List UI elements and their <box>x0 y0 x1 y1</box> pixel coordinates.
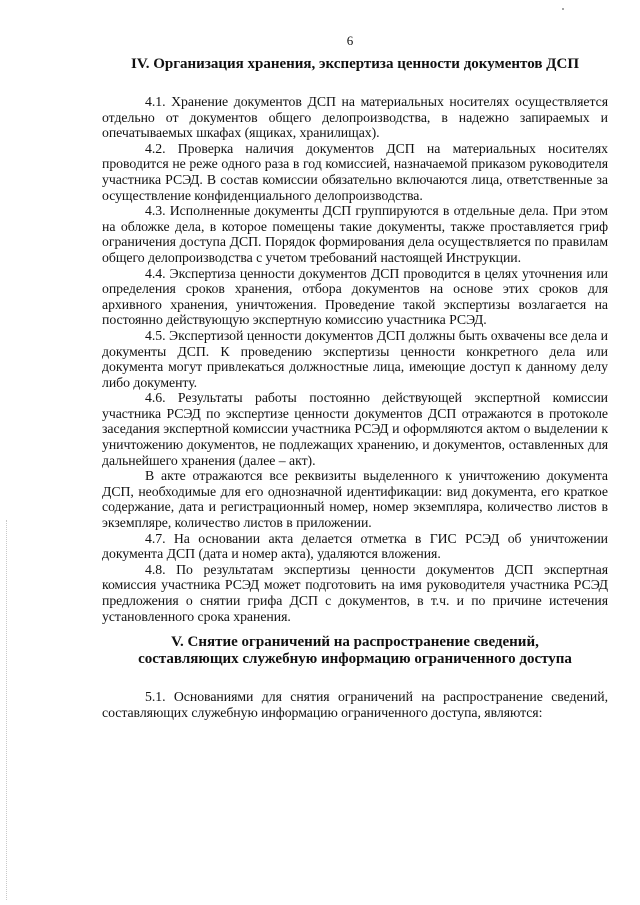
page-number: 6 <box>346 33 354 48</box>
paragraph-4-6: 4.6. Результаты работы постоянно действующей экспертной комиссии участника РСЭД по экспертизе ценности документов ДСП отражаются в протоколе заседания экспертной комиссии участника РСЭД и оформляются актом о выделении к уничтожению документов, не подлежащих хранению, и документов, оставленных для дальнейшего хранения (далее – акт). <box>102 390 608 468</box>
paragraph-4-4: 4.4. Экспертиза ценности документов ДСП проводится в целях уточнения или определения сроков хранения, отбора документов на основе этих сроков для архивного хранения, уничтожения. Проведение такой экспертизы возлагается на постоянно действующую экспертную комиссию участника РСЭД. <box>102 265 608 328</box>
section-4-title: IV. Организация хранения, экспертиза ценности документов ДСП <box>130 56 579 72</box>
paragraph-4-6-act: В акте отражаются все реквизиты выделенного к уничтожению документа ДСП, необходимые для его однозначной идентификации: вид документа, его краткое содержание, дата и регистрационный номер, номер экземпляра, количество листов в экземпляре, количество листов в приложении. <box>102 468 608 531</box>
paragraph-4-5: 4.5. Экспертизой ценности документов ДСП должны быть охвачены все дела и документы ДСП. К проведению экспертизы ценности конкретного дела или документа могут привлекаться должностные лица, имеющие доступ к данному делу либо документу. <box>102 327 608 390</box>
paragraph-4-8: 4.8. По результатам экспертизы ценности документов ДСП экспертная комиссия участника РСЭД может подготовить на имя руководителя участника РСЭД предложения о снятии грифа ДСП с документов, в т.ч. и по причине истечения установленного срока хранения. <box>102 561 608 624</box>
paragraph-4-3: 4.3. Исполненные документы ДСП группируются в отдельные дела. При этом на обложке дела, в которое помещены такие документы, также проставляется гриф ограничения доступа ДСП. Порядок формирования дела осуществляется по правилам общего делопроизводства с учетом требований настоящей Инструкции. <box>102 203 608 265</box>
paragraph-4-1: 4.1. Хранение документов ДСП на материальных носителях осуществляется отдельно от документов общего делопроизводства, в надежно запираемых и опечатываемых шкафах (ящиках, хранилищах). <box>102 94 608 141</box>
section-5-title-line-2: составляющих служебную информацию ограниченного доступа <box>138 651 572 668</box>
scan-speck <box>562 8 564 10</box>
section-5-title-line-1: V. Снятие ограничений на распространение сведений, <box>171 634 539 651</box>
section-5-title <box>102 634 608 668</box>
paragraph-4-7: 4.7. На основании акта делается отметка в ГИС РСЭД об уничтожении документа ДСП (дата и номер акта), удаляются вложения. <box>102 530 608 562</box>
binding-margin-marks <box>6 520 9 900</box>
paragraph-5-1: 5.1. Основаниями для снятия ограничений на распространение сведений, составляющих служебную информацию ограниченного доступа, являются: <box>102 689 608 720</box>
document-body <box>102 56 608 720</box>
paragraph-4-2: 4.2. Проверка наличия документов ДСП на материальных носителях проводится не реже одного раза в год комиссией, назначаемой приказом руководителя участника РСЭД. В состав комиссии обязательно включаются лица, ответственные за осуществление конфиденциального делопроизводства. <box>102 140 608 203</box>
